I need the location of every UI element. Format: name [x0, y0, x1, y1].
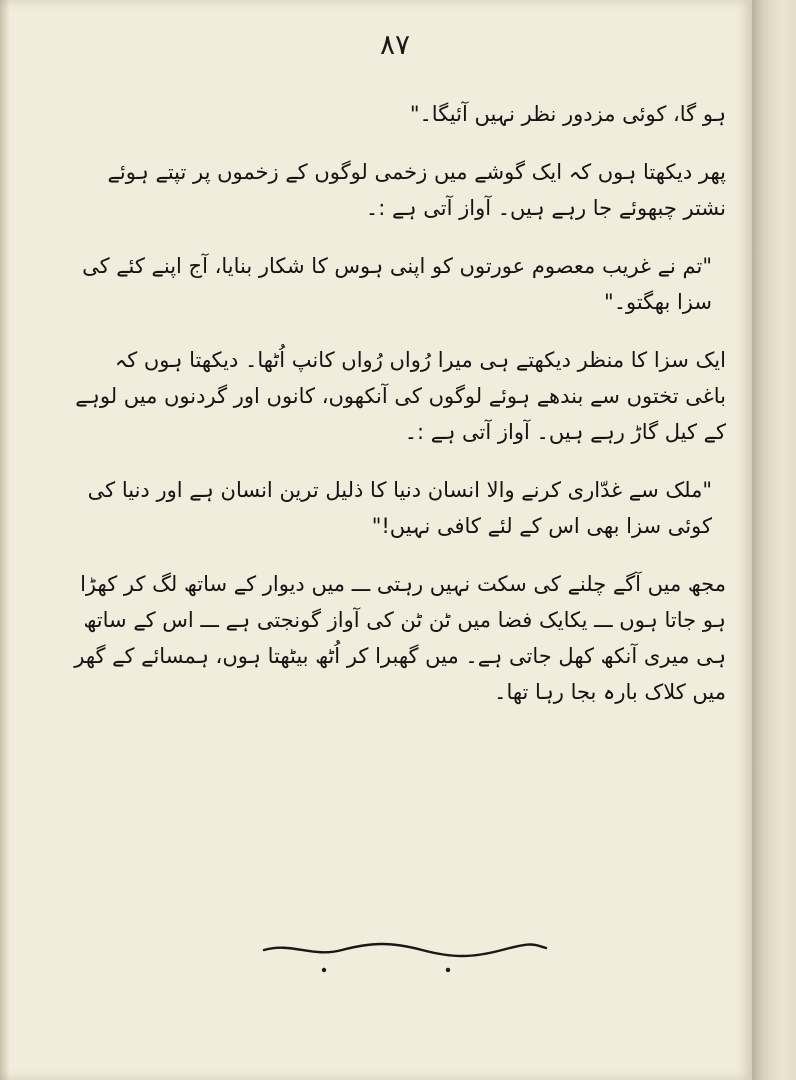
paragraph-2: پھر دیکھتا ہوں کہ ایک گوشے میں زخمی لوگوں کے زخموں پر تپتے ہوئے نشتر چبھوئے جا رہے ہیں۔ آواز آتی ہے :۔ [107, 160, 726, 220]
paragraph-1: ہو گا، کوئی مزدور نظر نہیں آئیگا۔" [409, 102, 726, 126]
paragraph-3-quote: "تم نے غریب معصوم عورتوں کو اپنی ہوس کا شکار بنایا، آج اپنے کئے کی سزا بھگتو۔" [82, 254, 712, 314]
book-spine [752, 0, 796, 1080]
page-number: ۸۷ [379, 28, 411, 61]
paragraph-4: ایک سزا کا منظر دیکھتے ہی میرا رُواں رُواں کانپ اُٹھا۔ دیکھتا ہوں کہ باغی تختوں سے بندھے ہوئے لوگوں کی آنکھوں، کانوں اور گردنوں میں لوہے کے کیل گاڑ رہے ہیں۔ آواز آتی ہے :۔ [75, 348, 726, 444]
wavy-line-ornament-icon [262, 936, 548, 976]
paragraph-6: مجھ میں آگے چلنے کی سکت نہیں رہتی ـــ میں دیوار کے ساتھ لگ کر کھڑا ہو جاتا ہوں ـــ یکایک فضا میں ٹن ٹن کی آواز گونجتی ہے ـــ اس کے ساتھ ہی میری آنکھ کھل جاتی ہے۔ میں گھبرا کر اُٹھ بیٹھتا ہوں، ہمسائے کے گھر میں کلاک بارہ بجا رہا تھا۔ [74, 572, 726, 704]
page-text [70, 96, 726, 732]
paragraph-5-quote: "ملک سے غدّاری کرنے والا انسان دنیا کا ذلیل ترین انسان ہے اور دنیا کی کوئی سزا بھی اس کے لئے کافی نہیں!" [87, 478, 712, 538]
